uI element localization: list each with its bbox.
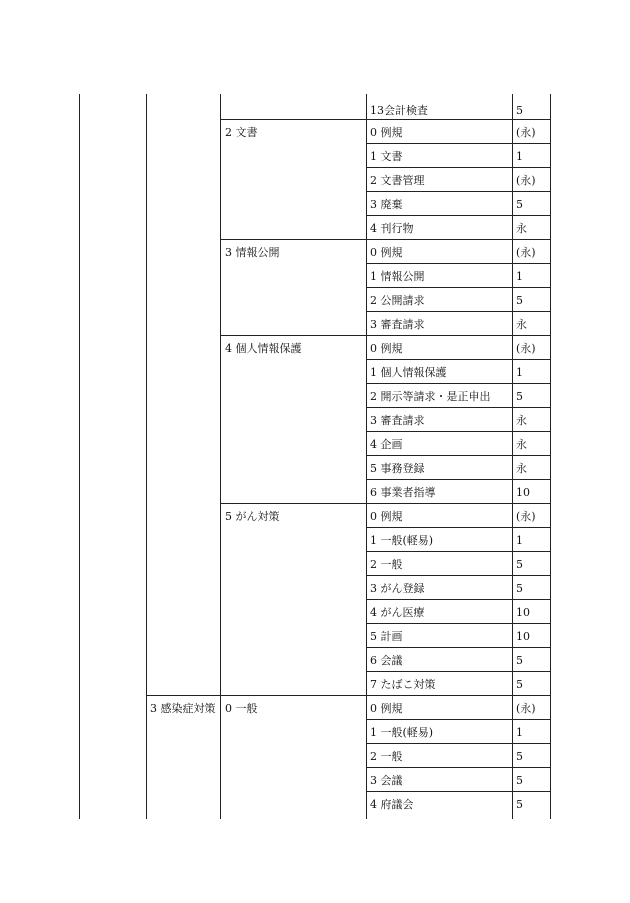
- retention-period-cell: 1: [516, 150, 523, 163]
- middle-category-cell: 3 感染症対策: [150, 702, 216, 715]
- retention-period-cell: 永: [516, 462, 527, 475]
- column-rule-5: [550, 94, 551, 819]
- row-rule: [366, 647, 550, 648]
- retention-period-cell: 5: [516, 390, 523, 403]
- item-cell: 3 がん登録: [370, 582, 425, 595]
- item-cell: 5 事務登録: [370, 462, 425, 475]
- retention-period-cell: 永: [516, 318, 527, 331]
- row-rule: [366, 263, 550, 264]
- row-rule: [366, 191, 550, 192]
- row-rule: [146, 695, 550, 696]
- row-rule: [366, 215, 550, 216]
- item-cell: 3 審査請求: [370, 318, 425, 331]
- item-cell: 1 一般(軽易): [370, 534, 434, 547]
- item-cell: 0 例規: [370, 342, 403, 355]
- retention-period-cell: 10: [516, 606, 530, 619]
- item-cell: 13会計検査: [370, 104, 428, 117]
- row-rule: [366, 167, 550, 168]
- item-cell: 0 例規: [370, 702, 403, 715]
- retention-period-cell: 5: [516, 558, 523, 571]
- sub-category-cell: 0 一般: [225, 702, 258, 715]
- retention-period-cell: 5: [516, 582, 523, 595]
- row-rule: [220, 119, 550, 120]
- column-rule-4: [512, 94, 513, 819]
- row-rule: [366, 311, 550, 312]
- sub-category-cell: 2 文書: [225, 126, 258, 139]
- retention-period-cell: (永): [516, 702, 536, 715]
- row-rule: [366, 623, 550, 624]
- row-rule: [366, 383, 550, 384]
- column-rule-0: [79, 94, 80, 819]
- item-cell: 7 たばこ対策: [370, 678, 436, 691]
- column-rule-2: [220, 94, 221, 819]
- row-rule: [366, 431, 550, 432]
- row-rule: [366, 455, 550, 456]
- retention-period-cell: 永: [516, 414, 527, 427]
- retention-period-cell: 1: [516, 534, 523, 547]
- row-rule: [366, 743, 550, 744]
- row-rule: [366, 287, 550, 288]
- row-rule: [366, 719, 550, 720]
- item-cell: 4 がん医療: [370, 606, 425, 619]
- item-cell: 6 会議: [370, 654, 403, 667]
- item-cell: 2 一般: [370, 750, 403, 763]
- row-rule: [220, 335, 550, 336]
- row-rule: [366, 551, 550, 552]
- retention-period-cell: (永): [516, 342, 536, 355]
- row-rule: [366, 143, 550, 144]
- row-rule: [366, 671, 550, 672]
- retention-period-cell: 5: [516, 678, 523, 691]
- item-cell: 3 審査請求: [370, 414, 425, 427]
- item-cell: 5 計画: [370, 630, 403, 643]
- item-cell: 2 文書管理: [370, 174, 425, 187]
- retention-period-cell: 5: [516, 198, 523, 211]
- item-cell: 1 文書: [370, 150, 403, 163]
- retention-period-cell: 5: [516, 774, 523, 787]
- retention-period-cell: 永: [516, 438, 527, 451]
- retention-period-cell: 5: [516, 750, 523, 763]
- row-rule: [220, 239, 550, 240]
- sub-category-cell: 4 個人情報保護: [225, 342, 302, 355]
- row-rule: [366, 407, 550, 408]
- retention-period-cell: (永): [516, 174, 536, 187]
- retention-period-cell: 5: [516, 104, 523, 117]
- column-rule-1: [146, 94, 147, 819]
- row-rule: [366, 527, 550, 528]
- row-rule: [366, 599, 550, 600]
- item-cell: 4 刊行物: [370, 222, 414, 235]
- item-cell: 6 事業者指導: [370, 486, 436, 499]
- retention-period-cell: 1: [516, 366, 523, 379]
- item-cell: 2 公開請求: [370, 294, 425, 307]
- retention-period-cell: (永): [516, 126, 536, 139]
- item-cell: 4 府議会: [370, 798, 414, 811]
- retention-period-cell: 10: [516, 630, 530, 643]
- retention-period-cell: 1: [516, 270, 523, 283]
- item-cell: 2 開示等請求・是正申出: [370, 390, 491, 403]
- item-cell: 3 会議: [370, 774, 403, 787]
- item-cell: 0 例規: [370, 246, 403, 259]
- item-cell: 1 情報公開: [370, 270, 425, 283]
- item-cell: 0 例規: [370, 510, 403, 523]
- item-cell: 1 一般(軽易): [370, 726, 434, 739]
- row-rule: [366, 479, 550, 480]
- sub-category-cell: 3 情報公開: [225, 246, 280, 259]
- column-rule-3: [366, 94, 367, 819]
- retention-period-cell: 1: [516, 726, 523, 739]
- retention-period-cell: 5: [516, 294, 523, 307]
- retention-period-cell: 5: [516, 798, 523, 811]
- sub-category-cell: 5 がん対策: [225, 510, 280, 523]
- retention-period-cell: (永): [516, 246, 536, 259]
- retention-period-cell: 10: [516, 486, 530, 499]
- retention-period-cell: 5: [516, 654, 523, 667]
- item-cell: 1 個人情報保護: [370, 366, 447, 379]
- retention-period-cell: (永): [516, 510, 536, 523]
- item-cell: 0 例規: [370, 126, 403, 139]
- row-rule: [366, 359, 550, 360]
- item-cell: 3 廃棄: [370, 198, 403, 211]
- item-cell: 4 企画: [370, 438, 403, 451]
- row-rule: [366, 791, 550, 792]
- row-rule: [220, 503, 550, 504]
- row-rule: [366, 767, 550, 768]
- retention-period-cell: 永: [516, 222, 527, 235]
- row-rule: [366, 575, 550, 576]
- item-cell: 2 一般: [370, 558, 403, 571]
